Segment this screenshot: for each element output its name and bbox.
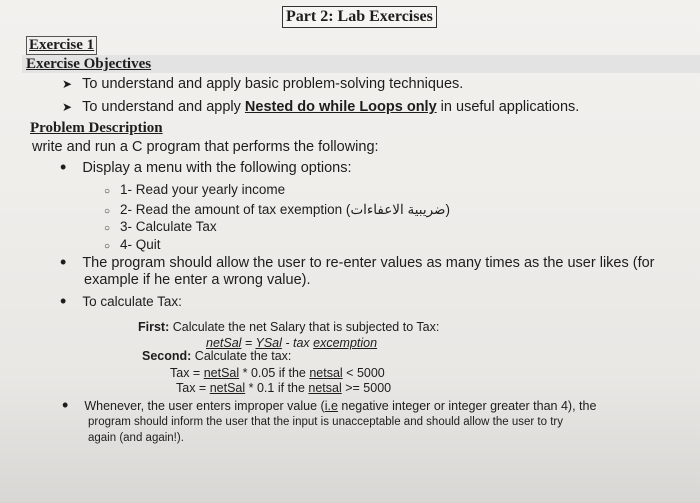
menu-option-2: ○ 2- Read the amount of tax exemption (الاعفاءات ضريبية) — [104, 202, 451, 217]
circle-bullet-icon: ○ — [104, 206, 111, 217]
problem-heading: Problem Description — [30, 120, 163, 136]
whenever-line-2: program should inform the user that the input is unacceptable and should allow the user to try — [88, 416, 563, 428]
bullet-icon: • — [60, 252, 67, 272]
page-title: Part 2: Lab Exercises — [282, 6, 437, 28]
circle-bullet-icon: ○ — [104, 223, 111, 234]
intro-text: write and run a C program that performs the following: — [32, 139, 379, 155]
arrow-icon: ➤ — [62, 77, 73, 91]
tax-rule-1: Tax = netSal * 0.05 if the netsal < 5000 — [170, 366, 385, 380]
bullet-icon: • — [60, 291, 67, 311]
reenter-line-2: example if he enter a wrong value). — [84, 272, 311, 288]
arrow-icon: ➤ — [62, 100, 73, 114]
bullet-icon: • — [62, 395, 69, 415]
first-step: First: Calculate the net Salary that is subjected to Tax: — [138, 320, 440, 334]
objectives-heading: Exercise Objectives — [26, 56, 152, 72]
circle-bullet-icon: ○ — [104, 186, 111, 197]
netsal-formula: netSal = YSal - tax excemption — [206, 336, 378, 350]
calc-bullet: • To calculate Tax: — [60, 291, 182, 311]
menu-bullet: • Display a menu with the following options: — [60, 157, 352, 177]
menu-option-4: ○ 4- Quit — [104, 237, 161, 252]
objective-item-1: ➤ To understand and apply basic problem-solving techniques. — [62, 76, 464, 92]
circle-bullet-icon: ○ — [104, 241, 111, 252]
bullet-icon: • — [60, 157, 67, 177]
whenever-bullet: • Whenever, the user enters improper value (i.e negative integer or integer greater than 4), the — [62, 395, 597, 415]
exercise-label: Exercise 1 — [26, 36, 97, 55]
objective-item-2: ➤ To understand and apply Nested do while Loops only in useful applications. — [62, 99, 580, 115]
tax-rule-2: Tax = netSal * 0.1 if the netsal >= 5000 — [176, 381, 392, 395]
menu-option-3: ○ 3- Calculate Tax — [104, 219, 217, 234]
whenever-line-3: again (and again!). — [88, 432, 184, 444]
menu-option-1: ○ 1- Read your yearly income — [104, 182, 286, 197]
second-step: Second: Calculate the tax: — [142, 349, 292, 363]
reenter-bullet: • The program should allow the user to re-enter values as many times as the user likes (for — [60, 252, 655, 272]
